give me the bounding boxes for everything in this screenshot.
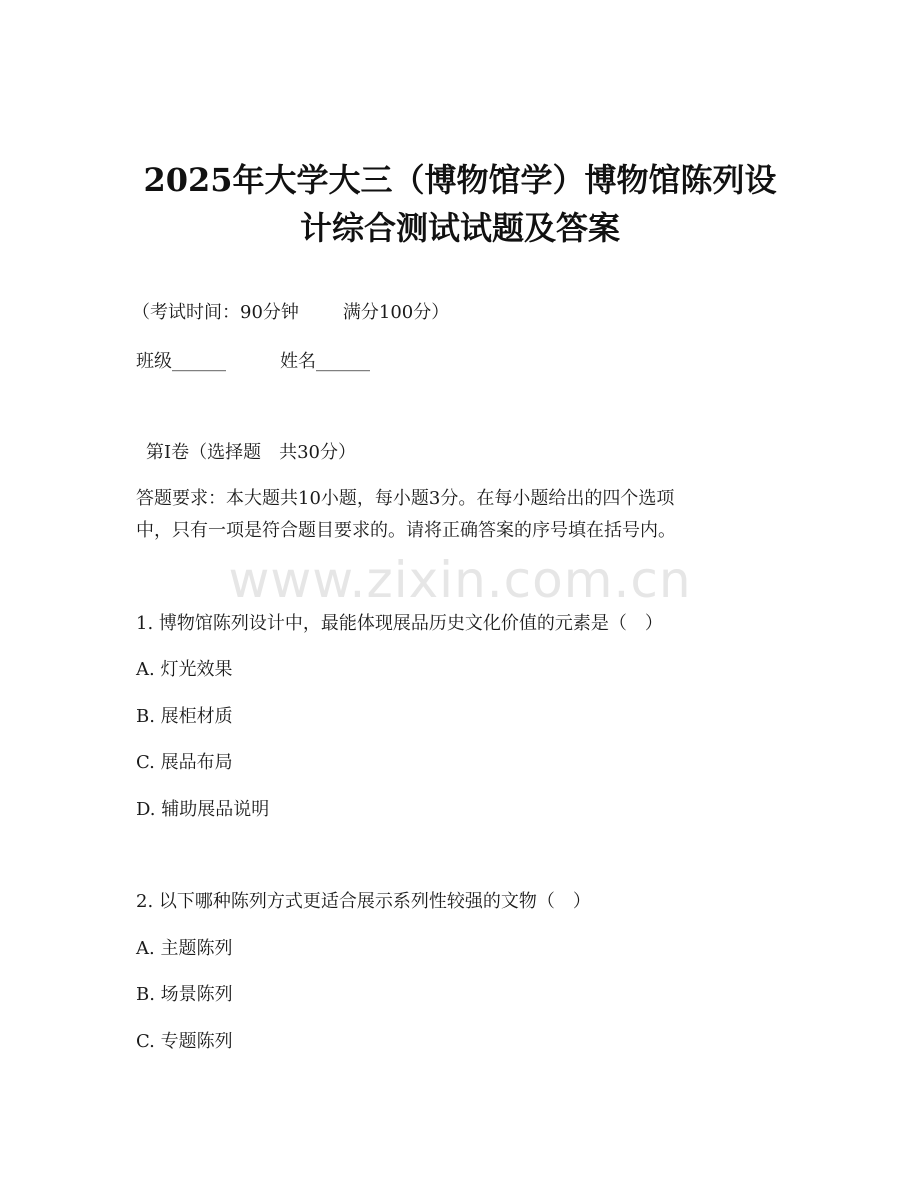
question-1-option-b: B. 展柜材质 [136, 706, 233, 727]
exam-info [132, 300, 449, 326]
question-1-option-c: C. 展品布局 [136, 752, 233, 773]
class-field: 班级______ [136, 351, 226, 372]
instructions-line-1: 答题要求：本大题共10小题，每小题3分。在每小题给出的四个选项 [136, 488, 675, 509]
section-title: 第I卷（选择题 共30分） [146, 442, 357, 463]
title-line-2: 计综合测试试题及答案 [299, 209, 620, 247]
student-fields [136, 349, 370, 375]
exam-time: （考试时间：90分钟 [132, 302, 299, 323]
instructions-line-2: 中，只有一项是符合题目要求的。请将正确答案的序号填在括号内。 [136, 520, 676, 541]
exam-score: 满分100分） [342, 302, 450, 323]
question-2-option-c: C. 专题陈列 [136, 1031, 233, 1052]
question-1-option-a: A. 灯光效果 [136, 659, 233, 680]
question-2-option-b: B. 场景陈列 [136, 984, 233, 1005]
question-1-option-d: D. 辅助展品说明 [136, 799, 270, 820]
name-field: 姓名______ [280, 351, 370, 372]
question-2-option-a: A. 主题陈列 [136, 938, 233, 959]
watermark: www.zixin.com.cn [228, 551, 692, 609]
question-1-stem: 1. 博物馆陈列设计中，最能体现展品历史文化价值的元素是（ ） [136, 613, 663, 634]
question-2-stem: 2. 以下哪种陈列方式更适合展示系列性较强的文物（ ） [136, 891, 591, 912]
title-line-1: 2025年大学大三（博物馆学）博物馆陈列设 [143, 161, 777, 199]
